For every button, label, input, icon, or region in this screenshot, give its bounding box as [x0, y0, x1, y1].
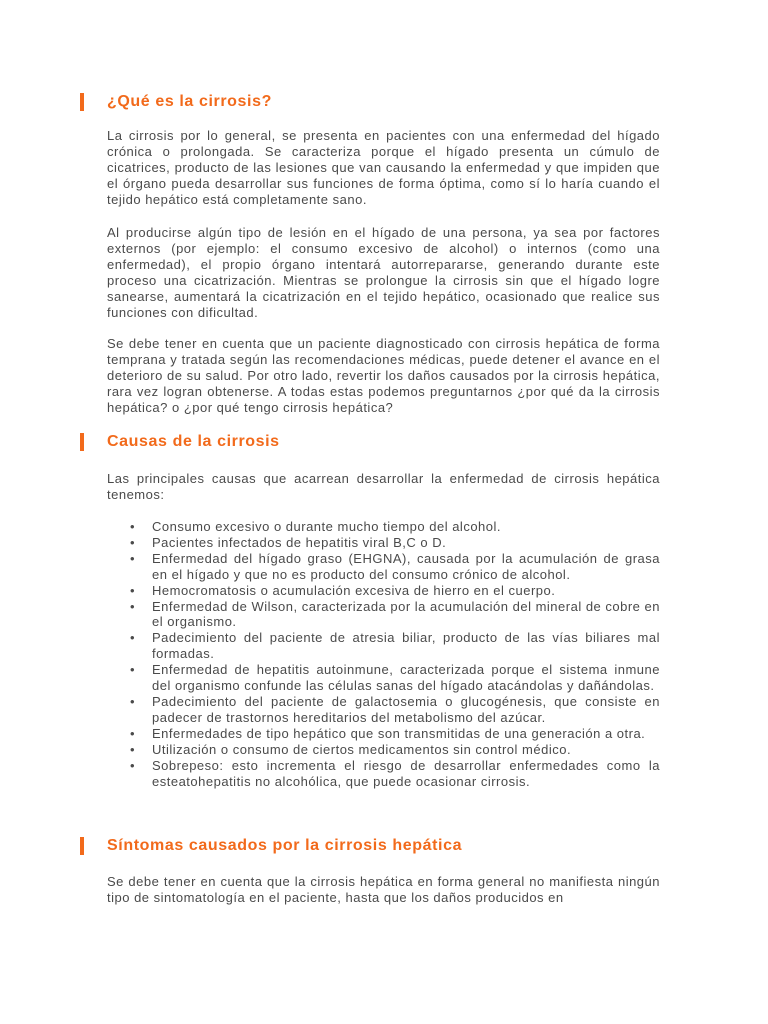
bullet-icon: •	[130, 598, 136, 614]
bullet-icon: •	[130, 630, 136, 646]
list-item	[107, 630, 660, 662]
list-item-text: Enfermedad del hígado graso (EHGNA), causada por la acumulación de grasa en el hígado y que no es producto del consumo crónico de alcohol.	[152, 550, 660, 582]
list-item-text: Pacientes infectados de hepatitis viral B,C o D.	[152, 534, 447, 550]
list-item-text: Enfermedades de tipo hepático que son transmitidas de una generación a otra.	[152, 725, 646, 741]
list-item-text: Hemocromatosis o acumulación excesiva de hierro en el cuerpo.	[152, 582, 556, 598]
list-item	[107, 726, 660, 742]
list-item-text: Enfermedad de Wilson, caracterizada por la acumulación del mineral de cobre en el organismo.	[152, 598, 660, 630]
bullet-icon: •	[130, 741, 136, 757]
section-title: Causas de la cirrosis	[107, 433, 280, 450]
paragraph: Se debe tener en cuenta que la cirrosis hepática en forma general no manifiesta ningún tipo de sintomatología en el paciente, hasta que los daños producidos en	[107, 874, 660, 905]
bullet-icon: •	[130, 550, 136, 566]
list-item	[107, 519, 660, 535]
list-item-text: Consumo excesivo o durante mucho tiempo del alcohol.	[152, 519, 502, 534]
section-title: ¿Qué es la cirrosis?	[107, 93, 272, 110]
bullet-icon: •	[130, 662, 136, 678]
list-item-text: Padecimiento del paciente de galactosemia o glucogénesis, que consiste en padecer de trastornos hereditarios del metabolismo del azúcar.	[152, 693, 660, 725]
list-item	[107, 758, 660, 790]
section-title: Síntomas causados por la cirrosis hepática	[107, 837, 463, 854]
list-item-text: Enfermedad de hepatitis autoinmune, caracterizada porque el sistema inmune del organismo confunde las células sanas del hígado atacándolas y dañándolas.	[152, 662, 660, 694]
bullet-icon: •	[130, 582, 136, 598]
bullet-icon: •	[130, 519, 136, 534]
list-item-text: Sobrepeso: esto incrementa el riesgo de desarrollar enfermedades como la esteatohepatitis no alcohólica, que puede ocasionar cirrosis.	[152, 757, 660, 789]
heading-marker	[80, 837, 84, 855]
list-item	[107, 599, 660, 631]
causes-list	[107, 519, 660, 789]
list-item	[107, 583, 660, 599]
paragraph: Se debe tener en cuenta que un paciente diagnosticado con cirrosis hepática de forma temprana y tratada según las recomendaciones médicas, puede detener el avance en el deterioro de su salud. Por otro lado, revertir los daños causados por la cirrosis hepática, rara vez logran obtenerse. A todas estas podemos preguntarnos ¿por qué da la cirrosis hepática? o ¿por qué tengo cirrosis hepática?	[107, 336, 660, 415]
paragraph: La cirrosis por lo general, se presenta en pacientes con una enfermedad del hígado crónica o prolongada. Se caracteriza porque el hígado presenta un cúmulo de cicatrices, producto de las lesiones que van causando la enfermedad y que impiden que el órgano pueda desarrollar sus funciones de forma óptima, como sí lo haría cuando el tejido hepático está completamente sano.	[107, 128, 660, 207]
list-item-text: Utilización o consumo de ciertos medicamentos sin control médico.	[152, 741, 572, 757]
bullet-icon: •	[130, 725, 136, 741]
section-heading-sintomas	[80, 834, 680, 858]
list-item-text: Padecimiento del paciente de atresia biliar, producto de las vías biliares mal formadas.	[152, 630, 660, 662]
section-heading-que-es	[80, 90, 680, 114]
list-item	[107, 694, 660, 726]
paragraph: Las principales causas que acarrean desarrollar la enfermedad de cirrosis hepática tenemos:	[107, 471, 660, 502]
heading-marker	[80, 433, 84, 451]
section-heading-causas	[80, 430, 680, 454]
list-item	[107, 551, 660, 583]
list-item	[107, 662, 660, 694]
list-item	[107, 742, 660, 758]
heading-marker	[80, 93, 84, 111]
list-item	[107, 535, 660, 551]
paragraph: Al producirse algún tipo de lesión en el hígado de una persona, ya sea por factores externos (por ejemplo: el consumo excesivo de alcohol) o internos (como una enfermedad), el propio órgano intentará autorrepararse, generando durante este proceso una cicatrización. Mientras se prolongue la cirrosis sin que el hígado logre sanearse, aumentará la cicatrización en el tejido hepático, ocasionado que realice sus funciones con dificultad.	[107, 225, 660, 320]
bullet-icon: •	[130, 693, 136, 709]
bullet-icon: •	[130, 757, 136, 773]
bullet-icon: •	[130, 534, 136, 550]
